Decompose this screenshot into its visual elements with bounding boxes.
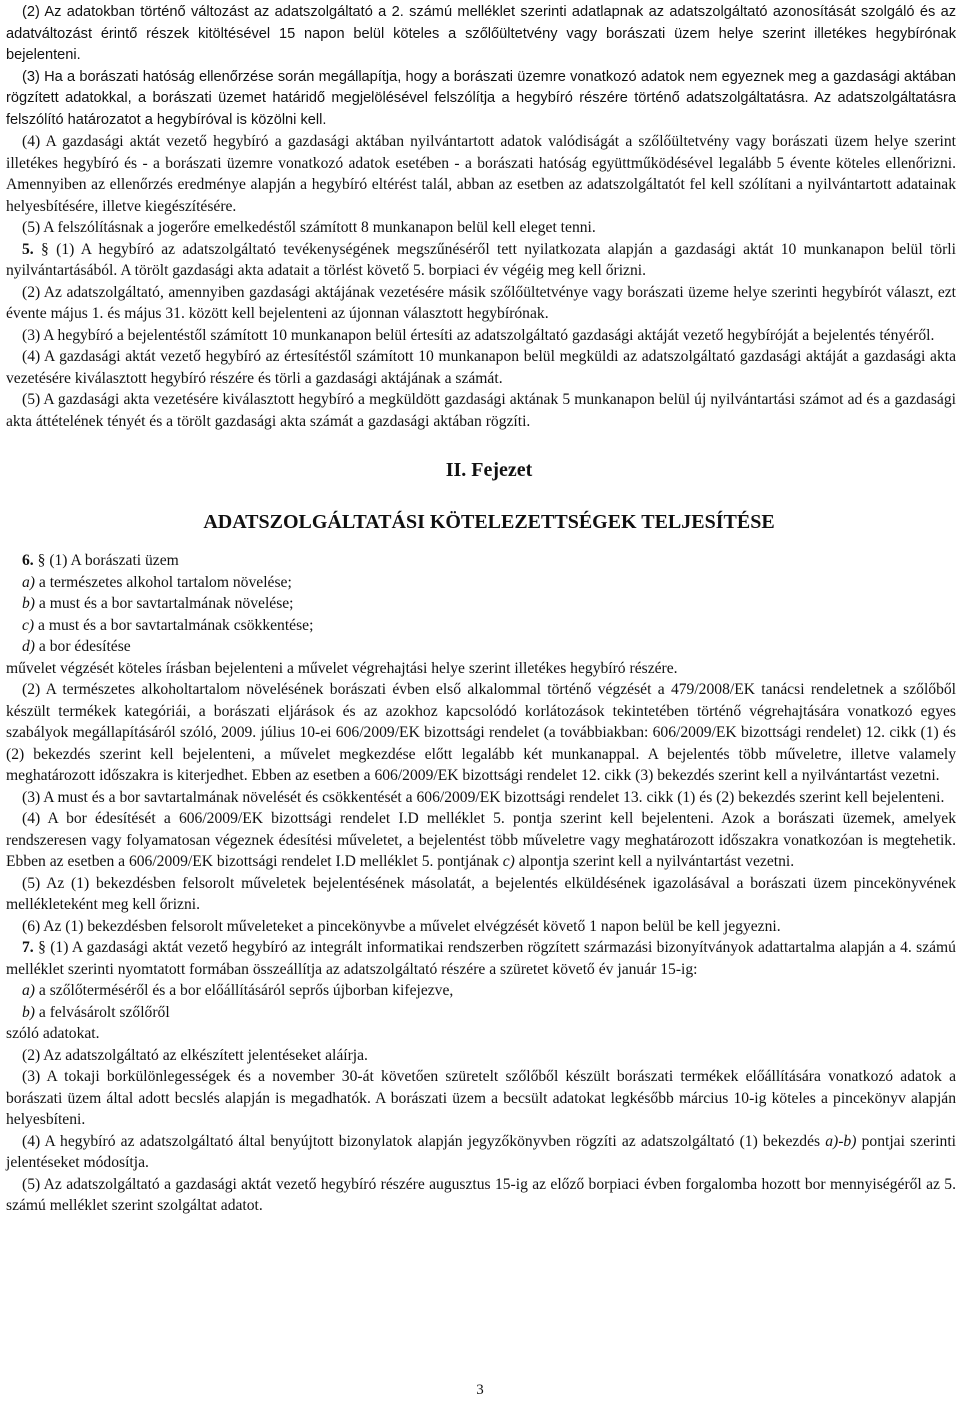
list-item <box>6 615 956 637</box>
list-text: a természetes alkohol tartalom növelése; <box>38 573 292 591</box>
list-marker: a)-b) <box>825 1132 857 1150</box>
list-text: a must és a bor savtartalmának növelése; <box>38 595 294 612</box>
section-symbol: § <box>38 939 46 956</box>
list-marker: c) <box>502 853 515 870</box>
section-6-closing: művelet végzését köteles írásban bejelenteni a művelet végrehajtási helye szerint illetékes hegybíró részére. <box>6 659 678 677</box>
section-text: (1) A borászati üzem <box>49 552 179 569</box>
list-item <box>6 593 956 615</box>
section-5-paragraph-5: (5) A gazdasági akta vezetésére kiválasztott hegybíró a megküldött gazdasági aktának 5 munkanapon belül új nyilvántartási számot ad és a gazdasági akta áttételének tényét és a törölt gazdasági akta számát a gazdasági aktában rögzíti. <box>6 391 956 430</box>
list-marker: a) <box>22 982 35 999</box>
list-item <box>6 980 956 1002</box>
paragraph-4-3: (3) Ha a borászati hatóság ellenőrzése során megállapítja, hogy a borászati üzemre vonatkozó adatok nem egyeznek meg a gazdasági aktában rögzített adatokkal, a borászati üzemet határidő megjelölésével felszólítja a hegybíró részére történő adatszolgáltatásra. Az adatszolgáltatásra felszólító határozatot a hegybíróval is közölni kell. <box>6 68 956 128</box>
section-text: (1) A gazdasági aktát vezető hegybíró az integrált informatikai rendszerben rögzített származási bizonyítványok adattartalma alapján a 4. számú melléklet szerinti nyomtatott formában összeállítja az adatszolgáltató részére a szüretet követő év január 15-ig: <box>6 939 956 978</box>
list-marker: b) <box>22 1003 35 1021</box>
section-6-paragraph-4 <box>6 808 956 873</box>
chapter-title: ADATSZOLGÁLTATÁSI KÖTELEZETTSÉGEK TELJESÍTÉSE <box>203 510 775 533</box>
list-marker: b) <box>22 595 35 612</box>
list-text: a felvásárolt szőlőről <box>38 1003 170 1021</box>
list-marker: a) <box>22 573 35 591</box>
section-5-paragraph-2: (2) Az adatszolgáltató, amennyiben gazdasági aktájának vezetésére másik szőlőültetvénye vagy borászati üzeme helye szerinti hegybírót választ, ezt évente május 1. és május 31. között kell bejelenteni az újonnan választott hegybírónak. <box>6 283 956 322</box>
section-6-paragraph-2: (2) A természetes alkoholtartalom növelésének borászati évben első alkalommal történő végzését a 479/2008/EK tanácsi rendeletnek a szőlőből készült termékek kategóriái, a borászati eljárások és az azokhoz kapcsolódó korlátozások tekintetében történő végrehajtására vonatkozó egyes szabályok megállapításáról szóló, 2009. július 10-ei 606/2009/EK bizottsági rendelet (a továbbiakban: 606/2009/EK bizottsági rendelet) 12. cikk (1) és (2) bekezdés szerint kell bejelenteni, a művelet megkezdése előtt legalább két munkanappal. A bejelentés több műveletre, illetve valamely meghatározott időszakra is kiterjedhet. Ebben az esetben a 606/2009/EK bizottsági rendelet 12. cikk (3) bekezdés szerint kell a nyilvántartást vezetni. <box>6 681 956 784</box>
section-7-paragraph-4 <box>6 1131 956 1174</box>
paragraph-4-4: (4) A gazdasági aktát vezető hegybíró a gazdasági aktában nyilvántartott adatok valódiságát a szőlőültetvény vagy borászati üzem helye szerint illetékes hegybíró és - a borászati üzemre vonatkozó adatok esetében - a borászati hatóság együttműködésével legalább 5 évente köteles ellenőrizni. Amennyiben az ellenőrzés eredménye alapján a hegybíró eltérést talál, abban az esetben az adatszolgáltatót fel kell szólítani a nyilvántartott adatainak helyesbítésére, illetve kiegészítésére. <box>6 133 956 215</box>
section-7-paragraph-5: (5) Az adatszolgáltató a gazdasági aktát vezető hegybíró részére augusztus 15-ig az előző borpiaci évben forgalomba hozott bor mennyiségéről az 5. számú melléklet szerint szolgáltat adatot. <box>6 1175 956 1214</box>
section-number: 5. <box>22 240 34 258</box>
list-item <box>6 572 956 594</box>
section-7-paragraph-3: (3) A tokaji borkülönlegességek és a november 30-át követően szüretelt szőlőből készült borászati termékek előállítására vonatkozó adatok a borászati üzem által adott becslés alapján is megadhatók. A borászati üzem a becsült adatokat legkésőbb március 10-ig köteles a pincekönyv alapján helyesbíteni. <box>6 1068 956 1128</box>
list-item <box>6 636 956 658</box>
page-number: 3 <box>476 1382 484 1398</box>
paragraph-text: (4) A hegybíró az adatszolgáltató által benyújtott bizonylatok alapján jegyzőkönyvben rögzíti az adatszolgáltató (1) bekezdés <box>22 1132 821 1150</box>
paragraph-text: pontjai szerinti jelentéseket módosítja. <box>6 1132 956 1171</box>
section-6-paragraph-3: (3) A must és a bor savtartalmának növelését és csökkentését a 606/2009/EK bizottsági rendelet 13. cikk (1) és (2) bekezdés szerint kell bejelenteni. <box>22 788 945 806</box>
paragraph-text: (4) A bor édesítését a 606/2009/EK bizottsági rendelet I.D melléklet 5. pontja szerint kell bejelenteni. Azok a borászati üzemek, amelyek rendszeresen vagy folyamatosan végeznek édesítési műveletet, a bejelentést több műveletre vagy meghatározott időszakra vonatkozóan is megtehetik. Ebben az esetben a 606/2009/EK bizottsági rendelet I.D melléklet 5. pontjának <box>6 810 956 870</box>
section-symbol: § <box>41 240 49 258</box>
chapter-number: II. Fejezet <box>445 459 533 481</box>
section-5-paragraph-1 <box>6 239 956 282</box>
section-7-closing: szóló adatokat. <box>6 1025 100 1042</box>
section-6-paragraph-6: (6) Az (1) bekezdésben felsorolt műveleteket a pincekönyvbe a művelet elvégzését követő 1 napon belül be kell jegyezni. <box>22 917 781 935</box>
paragraph-4-2: (2) Az adatokban történő változást az adatszolgáltató a 2. számú melléklet szerinti adatlapnak az adatszolgáltató azonosítását szolgáló és az adatváltozást érintő részek kitöltésével 15 napon belül köteles a szőlőültetvény vagy borászati üzem helye szerint illetékes hegybírónak bejelenteni. <box>6 4 956 63</box>
paragraph-4-5: (5) A felszólításnak a jogerőre emelkedéstől számított 8 munkanapon belül kell eleget tenni. <box>22 219 596 236</box>
paragraph-text: alpontja szerint kell a nyilvántartást vezetni. <box>518 853 795 870</box>
list-item <box>6 1002 956 1024</box>
section-7-intro <box>6 937 956 980</box>
section-7-paragraph-2: (2) Az adatszolgáltató az elkészített jelentéseket aláírja. <box>22 1046 368 1064</box>
section-number: 6. <box>22 552 34 569</box>
section-6-paragraph-5: (5) Az (1) bekezdésben felsorolt műveletek bejelentésének másolatát, a bejelentés elküldésének igazolásával a borászati üzem pincekönyvének mellékleteként meg kell őrizni. <box>6 874 956 913</box>
section-6-intro <box>6 550 956 572</box>
list-text: a szőlőterméséről és a bor előállításáról seprős újborban kifejezve, <box>38 982 454 999</box>
list-text: a must és a bor savtartalmának csökkentése; <box>38 616 314 634</box>
section-symbol: § <box>37 552 46 569</box>
list-marker: c) <box>22 616 35 634</box>
section-text: (1) A hegybíró az adatszolgáltató tevékenységének megszűnéséről tett nyilatkozata alapján a gazdasági aktát 10 munkanapon belül törli nyilvántartásából. A törölt gazdasági akta adatait a törlést követő 5. borpiaci év végéig meg kell őrizni. <box>6 240 956 279</box>
section-number: 7. <box>22 939 34 956</box>
section-5-paragraph-4: (4) A gazdasági aktát vezető hegybíró az értesítéstől számított 10 munkanapon belül megküldi az adatszolgáltató gazdasági aktáját a gazdasági akta vezetésére kiválasztott hegybíró részére és törli a gazdasági aktájának a számát. <box>6 348 956 387</box>
document-body <box>6 2 956 1217</box>
section-5-paragraph-3: (3) A hegybíró a bejelentéstől számított 10 munkanapon belül értesíti az adatszolgáltató gazdasági aktáját vezető hegybíróját a bejelentés tényéről. <box>22 326 935 344</box>
list-text: a bor édesítése <box>38 638 131 655</box>
list-marker: d) <box>22 638 35 655</box>
